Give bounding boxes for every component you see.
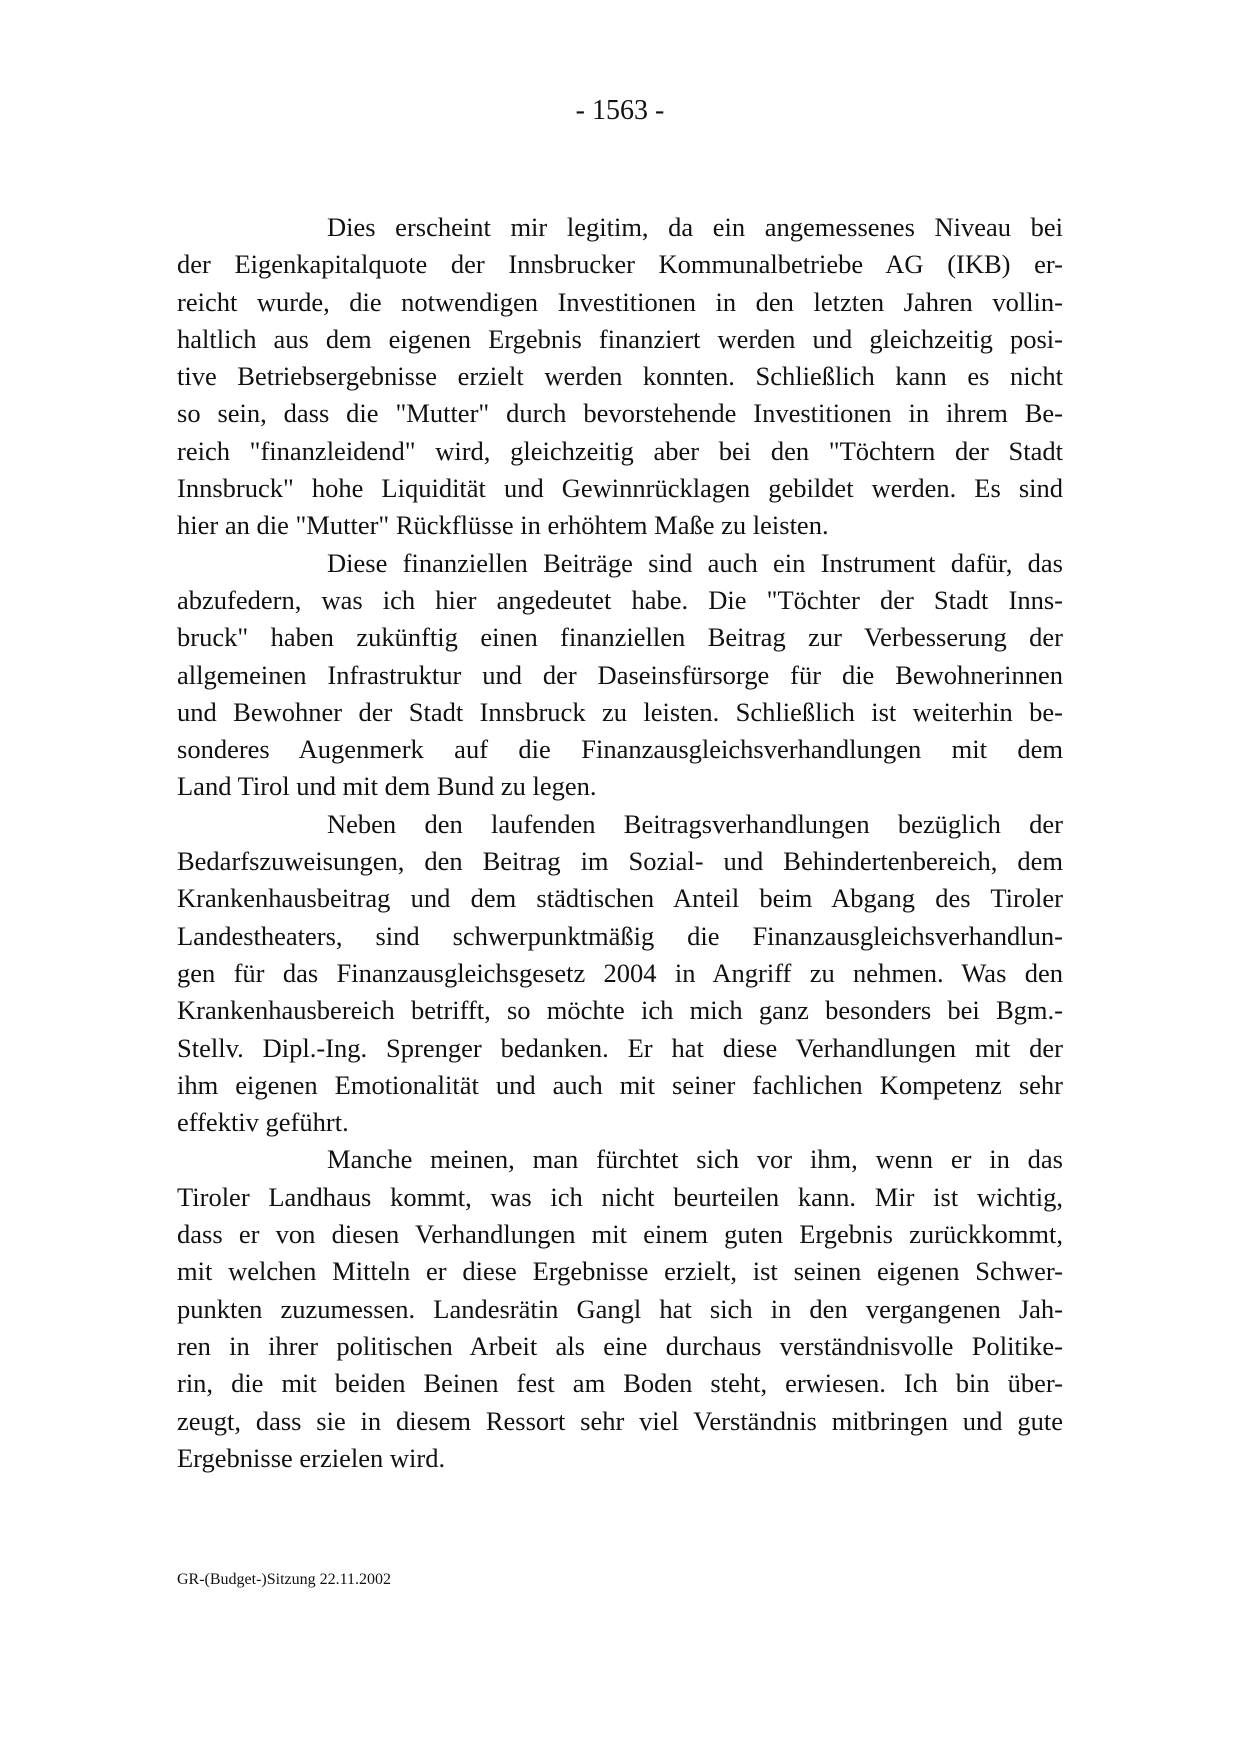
paragraph-4-line: mit welchen Mitteln er diese Ergebnisse erzielt, ist seinen eigenen Schwer-: [177, 1256, 1063, 1287]
paragraph-3-line: effektiv geführt.: [177, 1107, 349, 1138]
paragraph-1-line: reich "finanzleidend" wird, gleichzeitig aber bei den "Töchtern der Stadt: [177, 435, 1063, 466]
paragraph-4-line: zeugt, dass sie in diesem Ressort sehr viel Verständnis mitbringen und gute: [177, 1405, 1063, 1436]
paragraph-1-line: hier an die "Mutter" Rückflüsse in erhöhtem Maße zu leisten.: [177, 510, 829, 541]
paragraph-1-line: tive Betriebsergebnisse erzielt werden konnten. Schließlich kann es nicht: [177, 361, 1063, 392]
paragraph-1-line: haltlich aus dem eigenen Ergebnis finanziert werden und gleichzeitig posi-: [177, 323, 1063, 354]
paragraph-4-line: Manche meinen, man fürchtet sich vor ihm, wenn er in das: [327, 1144, 1063, 1175]
paragraph-1-line: Innsbruck" hohe Liquidität und Gewinnrücklagen gebildet werden. Es sind: [177, 473, 1063, 504]
paragraph-4-line: rin, die mit beiden Beinen fest am Boden steht, erwiesen. Ich bin über-: [177, 1368, 1063, 1399]
paragraph-2-line: sonderes Augenmerk auf die Finanzausgleichsverhandlungen mit dem: [177, 734, 1063, 765]
paragraph-3-line: Landestheaters, sind schwerpunktmäßig die Finanzausgleichsverhandlun-: [177, 920, 1063, 951]
paragraph-2-line: bruck" haben zukünftig einen finanziellen Beitrag zur Verbesserung der: [177, 622, 1063, 653]
paragraph-3-line: Krankenhausbereich betrifft, so möchte ich mich ganz besonders bei Bgm.-: [177, 995, 1063, 1026]
paragraph-4-line: Tiroler Landhaus kommt, was ich nicht beurteilen kann. Mir ist wichtig,: [177, 1181, 1063, 1212]
paragraph-2-line: Diese finanziellen Beiträge sind auch ein Instrument dafür, das: [327, 547, 1063, 578]
paragraph-3-line: Bedarfszuweisungen, den Beitrag im Sozial- und Behindertenbereich, dem: [177, 846, 1063, 877]
paragraph-1-line: so sein, dass die "Mutter" durch bevorstehende Investitionen in ihrem Be-: [177, 398, 1063, 429]
paragraph-4-line: punkten zuzumessen. Landesrätin Gangl hat sich in den vergangenen Jah-: [177, 1293, 1063, 1324]
paragraph-2-line: Land Tirol und mit dem Bund zu legen.: [177, 771, 597, 802]
paragraph-1-line: der Eigenkapitalquote der Innsbrucker Kommunalbetriebe AG (IKB) er-: [177, 249, 1063, 280]
paragraph-3-line: ihm eigenen Emotionalität und auch mit seiner fachlichen Kompetenz sehr: [177, 1069, 1063, 1100]
paragraph-3-line: Stellv. Dipl.-Ing. Sprenger bedanken. Er hat diese Verhandlungen mit der: [177, 1032, 1063, 1063]
footer-session-date: GR-(Budget-)Sitzung 22.11.2002: [177, 1571, 392, 1588]
paragraph-4-line: Ergebnisse erzielen wird.: [177, 1442, 446, 1473]
paragraph-3-line: Neben den laufenden Beitragsverhandlungen bezüglich der: [327, 808, 1063, 839]
paragraph-3-line: gen für das Finanzausgleichsgesetz 2004 in Angriff zu nehmen. Was den: [177, 957, 1063, 988]
paragraph-2-line: abzufedern, was ich hier angedeutet habe. Die "Töchter der Stadt Inns-: [177, 584, 1063, 615]
paragraph-1-line: reicht wurde, die notwendigen Investitionen in den letzten Jahren vollin-: [177, 286, 1063, 317]
paragraph-1-line: Dies erscheint mir legitim, da ein angemessenes Niveau bei: [327, 212, 1063, 242]
document-body: [177, 209, 1063, 1477]
paragraph-2-line: und Bewohner der Stadt Innsbruck zu leisten. Schließlich ist weiterhin be-: [177, 696, 1063, 727]
paragraph-4-line: dass er von diesen Verhandlungen mit einem guten Ergebnis zurückkommt,: [177, 1219, 1063, 1250]
paragraph-3-line: Krankenhausbeitrag und dem städtischen Anteil beim Abgang des Tiroler: [177, 883, 1063, 914]
page-number: - 1563 -: [575, 95, 665, 126]
paragraph-4-line: ren in ihrer politischen Arbeit als eine durchaus verständnisvolle Politike-: [177, 1330, 1063, 1361]
paragraph-2-line: allgemeinen Infrastruktur und der Daseinsfürsorge für die Bewohnerinnen: [177, 659, 1063, 690]
